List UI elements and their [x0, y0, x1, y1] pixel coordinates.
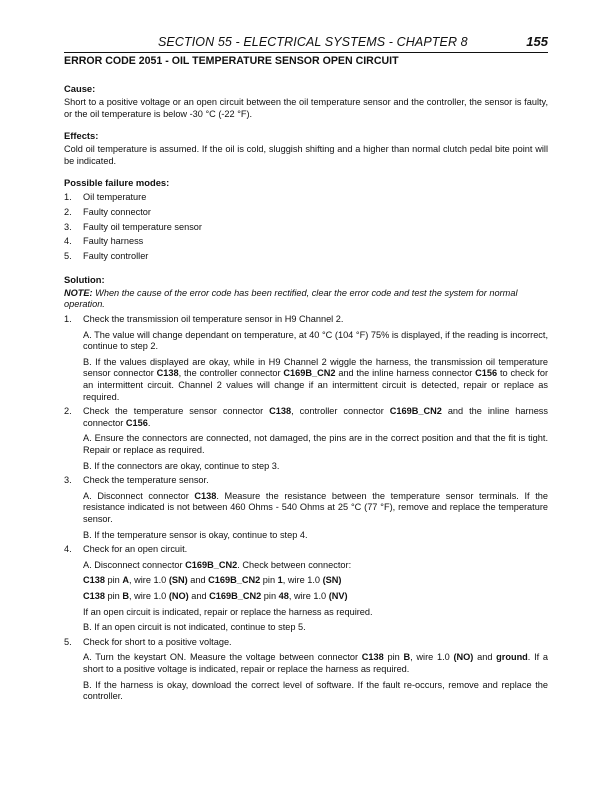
- check-line-1: [64, 575, 548, 587]
- step-text: Check for short to a positive voltage.: [83, 636, 232, 647]
- item-text: Faulty controller: [83, 251, 149, 262]
- connector-ref: C169B_CN2: [283, 368, 336, 379]
- connector-ref: C138: [156, 368, 179, 379]
- text-run: and: [473, 652, 497, 663]
- connector-ref: C138: [83, 575, 105, 586]
- text-run: , wire 1.0: [410, 652, 454, 663]
- item-number: 3.: [64, 221, 72, 232]
- step-1-substep-a: A. The value will change dependant on temperature, at 40 °C (104 °F) 75% is displayed, if the reading is incorrect, continue to step 2.: [83, 329, 548, 352]
- page-header: [64, 34, 548, 53]
- effects-heading: Effects:: [64, 130, 99, 142]
- text-run: pin: [261, 590, 279, 601]
- step-3-substep-a: [64, 491, 548, 526]
- pin-ref: 1: [277, 575, 283, 586]
- step-5-substep-b: B. If the harness is okay, download the correct level of software. If the fault re-occurs, remove and replace the controller.: [83, 679, 548, 702]
- item-text: Faulty connector: [83, 207, 151, 218]
- step-text: Check the temperature sensor.: [83, 475, 209, 486]
- text-run: , wire 1.0: [128, 590, 169, 601]
- connector-ref: C156: [475, 368, 498, 379]
- text-run: to check for an intermittent circuit. Channel 2 values will change if an intermittent circuit is detected, repair or replace as required.: [83, 368, 549, 402]
- text-run: pin: [260, 575, 278, 586]
- item-number: 1.: [64, 192, 72, 203]
- text-run: , wire 1.0: [282, 575, 323, 586]
- failure-mode-item: [64, 249, 548, 264]
- solution-step-1: [64, 314, 548, 326]
- section-title: SECTION 55 - ELECTRICAL SYSTEMS - CHAPTER 8: [158, 35, 468, 49]
- cause-text: Short to a positive voltage or an open circuit between the oil temperature sensor and the controller, the sensor is faulty, or the oil temperature is below -30 °C (-22 °F).: [64, 97, 548, 119]
- note-text: When the cause of the error code has been rectified, clear the error code and test the system for normal operation.: [64, 287, 518, 310]
- step-number: 3.: [64, 475, 72, 486]
- text-run: and: [188, 590, 210, 601]
- wire-ref: (NO): [168, 590, 189, 601]
- item-number: 5.: [64, 251, 72, 262]
- pin-ref: B: [122, 590, 129, 601]
- connector-ref: C169B_CN2: [209, 590, 262, 601]
- page-number: 155: [526, 34, 548, 49]
- item-text: Faulty oil temperature sensor: [83, 221, 202, 232]
- failure-mode-item: [64, 220, 548, 235]
- text-run: . If a short to a positive voltage is indicated, repair or replace the harness as required.: [83, 652, 549, 674]
- text-run: , wire 1.0: [128, 575, 169, 586]
- step-4-substep-b: B. If an open circuit is not indicated, continue to step 5.: [83, 622, 306, 633]
- step-number: 5.: [64, 636, 72, 647]
- text-run: and: [187, 575, 209, 586]
- connector-ref: C138: [83, 590, 105, 601]
- solution-note: [64, 288, 548, 311]
- pin-ref: A: [122, 575, 129, 586]
- text-run: A. Disconnect connector: [83, 559, 186, 570]
- open-circuit-text: If an open circuit is indicated, repair or replace the harness as required.: [83, 606, 373, 617]
- document-page: [64, 34, 548, 703]
- note-label: NOTE:: [64, 287, 93, 298]
- solution-heading: Solution:: [64, 273, 105, 285]
- item-text: Faulty harness: [83, 236, 144, 247]
- item-text: Oil temperature: [83, 192, 147, 203]
- connector-ref: C138: [269, 406, 292, 417]
- failure-mode-item: [64, 205, 548, 220]
- connector-ref: C169B_CN2: [389, 406, 442, 417]
- connector-ref: C156: [125, 417, 148, 428]
- step-number: 4.: [64, 544, 72, 555]
- solution-step-3: [64, 475, 548, 487]
- connector-ref: C169B_CN2: [208, 575, 261, 586]
- step-number: 2.: [64, 406, 72, 417]
- step-1-substep-b: [64, 357, 548, 403]
- connector-ref: C169B_CN2: [185, 559, 238, 570]
- text-run: pin: [104, 590, 123, 601]
- connector-ref: C138: [194, 490, 217, 501]
- cause-heading: Cause:: [64, 83, 96, 94]
- step-number: 1.: [64, 314, 72, 325]
- solution-step-4: [64, 544, 548, 556]
- text-run: pin: [383, 652, 404, 663]
- wire-ref: (NO): [453, 652, 474, 663]
- item-number: 4.: [64, 236, 72, 247]
- effects-text: Cold oil temperature is assumed. If the oil is cold, sluggish shifting and a higher than normal clutch pedal bite point will be indicated.: [64, 144, 548, 166]
- text-run: A. Turn the keystart ON. Measure the voltage between connector: [83, 652, 362, 663]
- text-run: and the inline harness connector: [335, 368, 476, 379]
- step-text: Check the transmission oil temperature sensor in H9 Channel 2.: [83, 314, 344, 325]
- step-3-substep-b: B. If the temperature sensor is okay, continue to step 4.: [83, 529, 308, 540]
- text-run: , wire 1.0: [288, 590, 329, 601]
- wire-ref: (SN): [168, 575, 188, 586]
- connector-ref: C138: [361, 652, 384, 663]
- text-run: . Measure the resistance between the temperature sensor terminals. If the resistance indicated is not between 460 Ohms - 540 Ohms at 25 °C (77 °F), remove and replace the temperature sensor.: [83, 490, 548, 524]
- wire-ref: (NV): [328, 590, 348, 601]
- text-run: , controller connector: [291, 406, 390, 417]
- solution-step-5: [64, 637, 548, 649]
- text-run: Check the temperature sensor connector: [83, 406, 270, 417]
- text-run: , the controller connector: [178, 368, 284, 379]
- failure-modes-heading: Possible failure modes:: [64, 177, 170, 189]
- ground-ref: ground: [496, 652, 528, 663]
- item-number: 2.: [64, 207, 72, 218]
- text-run: pin: [104, 575, 123, 586]
- wire-ref: (SN): [322, 575, 342, 586]
- text-run: .: [147, 417, 151, 428]
- step-2-substep-a: A. Ensure the connectors are connected, not damaged, the pins are in the correct position and that the fit is tight. Repair or replace as required.: [83, 433, 548, 456]
- text-run: . Check between connector:: [237, 559, 352, 570]
- failure-mode-item: [64, 190, 548, 205]
- solution-step-2: [64, 406, 548, 429]
- check-line-2: [64, 591, 548, 603]
- pin-ref: 48: [278, 590, 289, 601]
- text-run: and the inline harness connector: [83, 406, 548, 428]
- text-run: A. Disconnect connector: [83, 490, 195, 501]
- step-5-substep-a: [64, 652, 548, 675]
- step-text: Check for an open circuit.: [83, 544, 188, 555]
- failure-mode-item: [64, 234, 548, 249]
- error-code-title: ERROR CODE 2051 - OIL TEMPERATURE SENSOR OPEN CIRCUIT: [64, 55, 399, 67]
- step-4-substep-a: [64, 560, 548, 572]
- pin-ref: B: [403, 652, 411, 663]
- step-2-substep-b: B. If the connectors are okay, continue to step 3.: [83, 460, 280, 471]
- text-run: B. If the values displayed are okay, while in H9 Channel 2 wiggle the harness, the transmission oil temperature sensor connector: [83, 356, 548, 379]
